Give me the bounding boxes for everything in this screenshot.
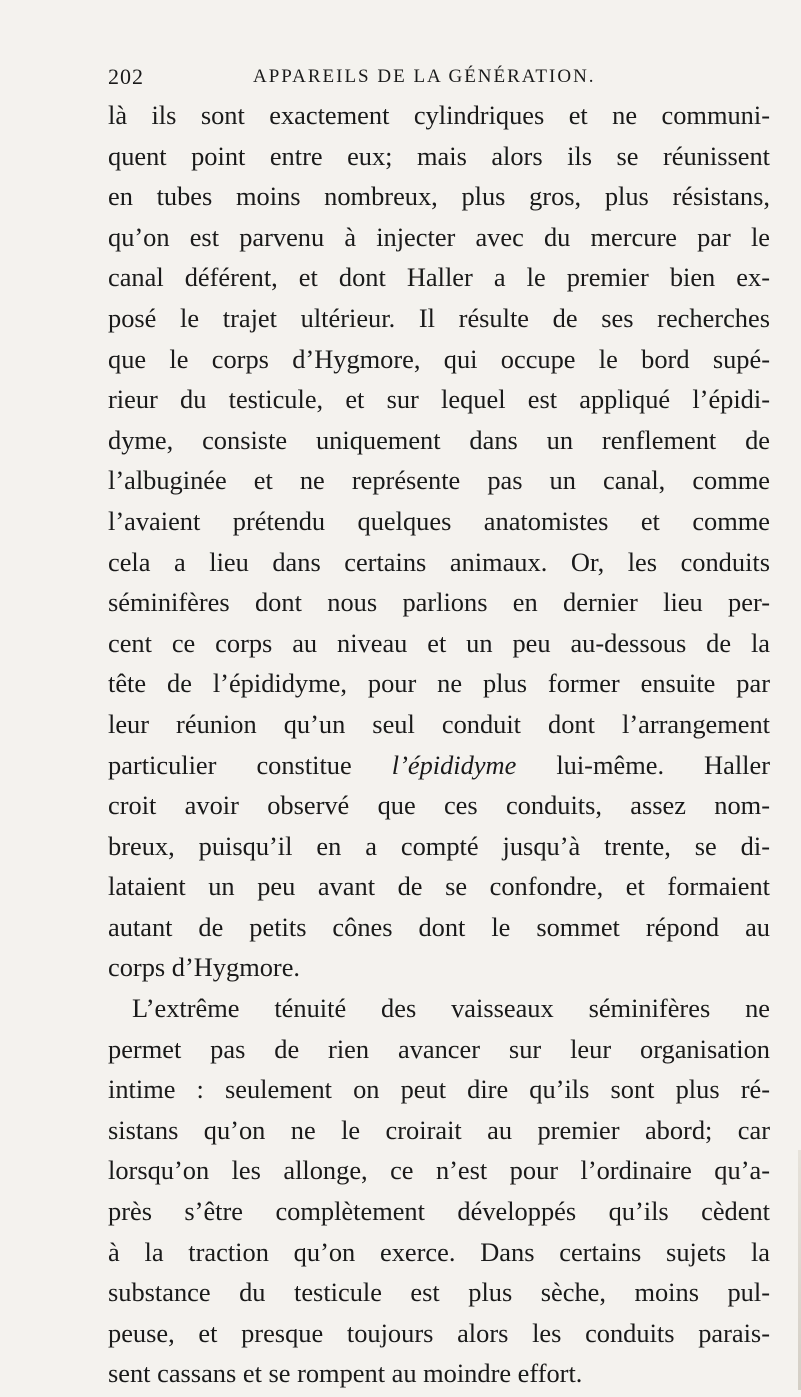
text-line: L’extrême ténuité des vaisseaux séminifères ne xyxy=(132,993,770,1024)
text-line: breux, puisqu’il en a compté jusqu’à trente, se di- xyxy=(108,830,770,861)
text-segment: particulier constitue xyxy=(108,749,392,780)
italic-term: l’épididyme xyxy=(391,749,517,780)
text-line: leur réunion qu’un seul conduit dont l’arrangement xyxy=(108,708,770,739)
text-line: sistans qu’on ne le croirait au premier abord; car xyxy=(108,1114,770,1145)
text-line: permet pas de rien avancer sur leur organisation xyxy=(108,1033,770,1064)
text-line: peuse, et presque toujours alors les conduits parais- xyxy=(108,1317,770,1348)
paragraph-2 xyxy=(108,988,770,1394)
text-line-with-italic xyxy=(108,745,770,786)
text-line: croit avoir observé que ces conduits, assez nom- xyxy=(108,790,770,821)
text-line: en tubes moins nombreux, plus gros, plus résistans, xyxy=(108,181,770,212)
text-line: que le corps d’Hygmore, qui occupe le bord supé- xyxy=(108,343,770,374)
text-line: posé le trajet ultérieur. Il résulte de ses recherches xyxy=(108,302,770,333)
page-number: 202 xyxy=(108,64,144,89)
body-text xyxy=(108,95,770,1394)
text-line: lorsqu’on les allonge, ce n’est pour l’ordinaire qu’a- xyxy=(108,1155,770,1186)
running-head: APPAREILS DE LA GÉNÉRATION. xyxy=(253,66,596,87)
text-line: quent point entre eux; mais alors ils se réunissent xyxy=(108,140,770,171)
text-line: lataient un peu avant de se confondre, et formaient xyxy=(108,871,770,902)
text-line: cent ce corps au niveau et un peu au-dessous de la xyxy=(108,627,770,658)
text-line: l’albuginée et ne représente pas un canal, comme xyxy=(108,465,770,496)
text-line: l’avaient prétendu quelques anatomistes et comme xyxy=(108,505,770,536)
text-line: séminifères dont nous parlions en dernier lieu per- xyxy=(108,587,770,618)
paragraph-1 xyxy=(108,95,770,988)
text-line: corps d’Hygmore. xyxy=(108,952,301,983)
text-line: autant de petits cônes dont le sommet répond au xyxy=(108,911,770,942)
text-line: là ils sont exactement cylindriques et ne communi- xyxy=(108,100,770,130)
text-line: près s’être complètement développés qu’ils cèdent xyxy=(108,1196,770,1227)
text-line: rieur du testicule, et sur lequel est appliqué l’épidi- xyxy=(108,384,770,415)
text-line: substance du testicule est plus sèche, moins pul- xyxy=(108,1277,770,1308)
page-header xyxy=(108,64,708,94)
text-line: sent cassans et se rompent au moindre effort. xyxy=(108,1358,583,1389)
text-line: canal déférent, et dont Haller a le premier bien ex- xyxy=(108,262,770,293)
text-line: tête de l’épididyme, pour ne plus former ensuite par xyxy=(108,668,770,699)
text-line: qu’on est parvenu à injecter avec du mercure par le xyxy=(108,221,770,252)
text-line: cela a lieu dans certains animaux. Or, les conduits xyxy=(108,546,770,577)
text-line: intime : seulement on peut dire qu’ils sont plus ré- xyxy=(108,1074,770,1105)
text-segment: lui-même. Haller xyxy=(516,749,770,780)
text-line: à la traction qu’on exerce. Dans certains sujets la xyxy=(108,1236,770,1267)
text-line: dyme, consiste uniquement dans un renflement de xyxy=(108,424,770,455)
